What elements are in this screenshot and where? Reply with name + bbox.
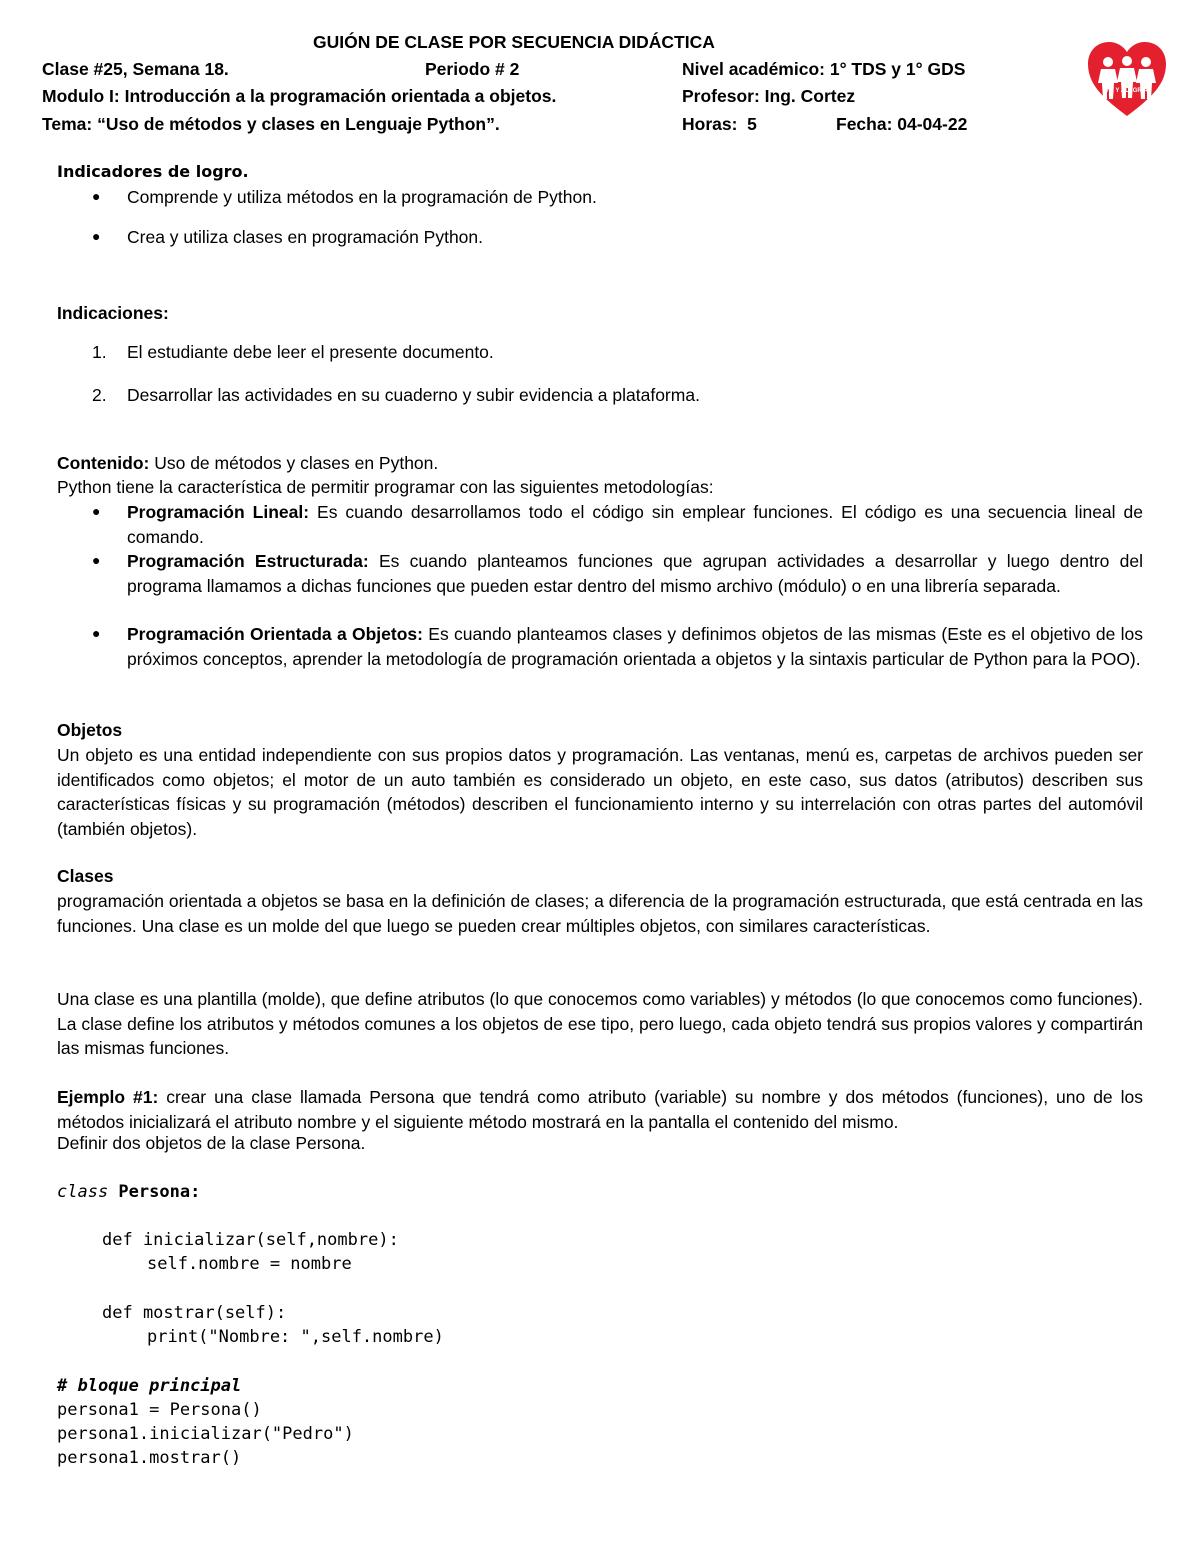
code-line: def inicializar(self,nombre): xyxy=(102,1230,399,1250)
contenido-intro: Python tiene la característica de permitir programar con las siguientes metodologías: xyxy=(57,477,714,497)
code-line: print("Nombre: ",self.nombre) xyxy=(147,1327,444,1347)
code-line: def mostrar(self): xyxy=(102,1303,287,1323)
ejemplo-text-2: Definir dos objetos de la clase Persona. xyxy=(57,1133,366,1153)
code-line: persona1 = Persona() xyxy=(57,1400,262,1420)
tema-label: Tema: “Uso de métodos y clases en Lenguaje Python”. xyxy=(42,114,500,134)
code-comment xyxy=(57,1376,241,1396)
bullet-icon: ● xyxy=(92,228,101,244)
ejemplo-text xyxy=(57,1085,1143,1134)
code-line: persona1.mostrar() xyxy=(57,1448,242,1468)
code-line xyxy=(57,1182,200,1202)
fecha-label: Fecha: 04-04-22 xyxy=(836,114,968,134)
fe-y-alegria-logo xyxy=(1086,40,1168,118)
list-number: 2. xyxy=(92,385,107,405)
contenido-text: Uso de métodos y clases en Python. xyxy=(154,453,439,473)
nivel-label: Nivel académico: 1° TDS y 1° GDS xyxy=(682,59,966,79)
profesor-label: Profesor: Ing. Cortez xyxy=(682,86,856,106)
metodologia-text: Es cuando planteamos clases y definimos objetos de las mismas (Este es el objetivo de los próximos conceptos, aprender la metodología de programación orientada a objetos y la sintaxis particular de Python para la POO). xyxy=(127,624,1144,669)
clases-text-2: Una clase es una plantilla (molde), que define atributos (lo que conocemos como variables) y métodos (lo que conocemos como funciones). La clase define los atributos y métodos comunes a los objetos de ese tipo, pero luego, cada objeto tendrá sus propios valores y compartirán las mismas funciones. xyxy=(57,989,1143,1058)
clase-label: Clase #25, Semana 18. xyxy=(42,59,229,79)
metodologia-item xyxy=(127,500,1143,549)
code-keyword: class xyxy=(57,1182,109,1202)
indicaciones-title: Indicaciones: xyxy=(57,303,169,323)
contenido-line xyxy=(57,453,438,474)
indicador-item: Comprende y utiliza métodos en la programación de Python. xyxy=(127,187,597,207)
metodologia-item xyxy=(127,622,1143,671)
code-comment-text: # bloque principal xyxy=(57,1376,242,1396)
contenido-label: Contenido: xyxy=(57,453,150,473)
code-line: self.nombre = nombre xyxy=(147,1254,352,1274)
indicacion-item: El estudiante debe leer el presente documento. xyxy=(127,342,494,362)
page-title: GUIÓN DE CLASE POR SECUENCIA DIDÁCTICA xyxy=(313,32,715,52)
bullet-icon: ● xyxy=(92,188,101,204)
ejemplo-label: Ejemplo #1: xyxy=(57,1087,159,1107)
objetos-title: Objetos xyxy=(57,720,123,740)
code-text: Persona: xyxy=(108,1182,201,1202)
metodologia-term: Programación Orientada a Objetos: xyxy=(127,624,423,644)
objetos-text: Un objeto es una entidad independiente con sus propios datos y programación. Las ventanas, menú es, carpetas de archivos pueden ser identificados como objetos; el motor de un auto también es considerado un objeto, en este caso, sus datos (atributos) describen sus características físicas y su programación (métodos) describen el funcionamiento interno y su interrelación con otras partes del automóvil (también objetos). xyxy=(57,745,1143,839)
code-line: persona1.inicializar("Pedro") xyxy=(57,1424,354,1444)
metodologia-term: Programación Estructurada: xyxy=(127,551,369,571)
bullet-icon: ● xyxy=(92,552,101,568)
logo-text: FE Y ALEGRIA xyxy=(1106,88,1148,94)
clases-title: Clases xyxy=(57,866,114,886)
metodologia-text: Es cuando desarrollamos todo el código sin emplear funciones. El código es una secuencia lineal de comando. xyxy=(127,502,1143,547)
periodo-label: Periodo # 2 xyxy=(425,59,520,79)
modulo-label: Modulo I: Introducción a la programación orientada a objetos. xyxy=(42,86,557,106)
indicadores-title: Indicadores de logro. xyxy=(57,162,249,181)
indicacion-item: Desarrollar las actividades en su cuaderno y subir evidencia a plataforma. xyxy=(127,385,700,405)
list-number: 1. xyxy=(92,342,107,362)
indicador-item: Crea y utiliza clases en programación Python. xyxy=(127,227,484,247)
metodologia-item xyxy=(127,549,1143,598)
metodologia-term: Programación Lineal: xyxy=(127,502,310,522)
clases-text-1: programación orientada a objetos se basa en la definición de clases; a diferencia de la programación estructurada, que está centrada en las funciones. Una clase es un molde del que luego se pueden crear múltiples objetos, con similares características. xyxy=(57,891,1143,936)
ejemplo-description: crear una clase llamada Persona que tendrá como atributo (variable) su nombre y dos métodos (funciones), uno de los métodos inicializará el atributo nombre y el siguiente método mostrará en la pantalla el contenido del mismo. xyxy=(57,1087,1143,1132)
bullet-icon: ● xyxy=(92,503,101,519)
bullet-icon: ● xyxy=(92,625,101,641)
horas-label: Horas: 5 xyxy=(682,114,757,134)
metodologia-text: Es cuando planteamos funciones que agrupan actividades a desarrollar y luego dentro del programa llamamos a dichas funciones que pueden estar dentro del mismo archivo (módulo) o en una librería separada. xyxy=(127,551,1143,596)
